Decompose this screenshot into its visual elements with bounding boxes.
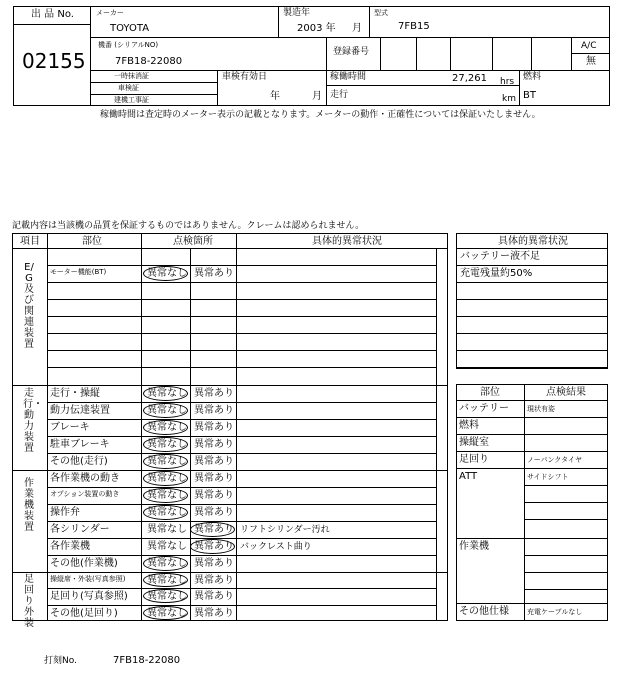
row-ng-text: 異常あり	[194, 422, 234, 433]
result-part-label: ATT	[459, 471, 478, 482]
ok-circle-mark	[143, 437, 188, 452]
serial-value: 7FB18-22080	[115, 56, 183, 67]
row-ok-text: 異常なし	[147, 541, 187, 552]
result-row-line	[456, 417, 608, 418]
ok-circle-mark	[143, 573, 188, 587]
row-part-label: 操作弁	[50, 507, 80, 518]
row-part-label: その他(作業機)	[50, 558, 118, 569]
result-row-line	[456, 538, 608, 539]
row-detail-text: バックレスト曲り	[240, 542, 312, 552]
ok-circle-mark	[143, 606, 188, 620]
model-label: 型式	[374, 9, 388, 17]
right-detail-header: 具体的異常状況	[498, 236, 568, 247]
row-ng-text: 異常あり	[194, 439, 234, 450]
row-part-label: 操縦席・外装(写真参照)	[50, 575, 126, 583]
row-ng-text: 異常あり	[194, 405, 234, 416]
result-part-label: その他仕様	[459, 606, 509, 617]
row-part-label: モーター機能(BT)	[50, 268, 107, 276]
fuel-value: BT	[523, 90, 536, 101]
row-part-label: 動力伝達装置	[50, 405, 110, 416]
row-ng-text: 異常あり	[194, 388, 234, 399]
group-divider	[12, 385, 448, 386]
hours-unit: hrs	[500, 77, 515, 87]
row-line	[47, 316, 436, 317]
result-part-label: 足回り	[459, 454, 489, 465]
result-part-label: 燃料	[459, 420, 479, 431]
row-part-label: 各作業機	[50, 541, 90, 552]
row-line	[47, 504, 436, 505]
lot-no: 02155	[22, 49, 86, 73]
ok-circle-mark	[143, 403, 188, 418]
row-ok-text: 異常なし	[147, 268, 187, 279]
stamp-value: 7FB18-22080	[113, 655, 181, 666]
row-part-label: 駐車ブレーキ	[50, 439, 110, 450]
row-part-label: 走行・操縦	[50, 388, 100, 399]
detail-row-line	[456, 299, 608, 300]
result-value: サイドシフト	[527, 473, 569, 481]
row-ok-text: 異常なし	[147, 607, 187, 619]
year-month-unit: 月	[352, 23, 362, 34]
ok-circle-mark	[143, 266, 188, 281]
result-sub-line	[524, 572, 608, 573]
result-row-line	[456, 468, 608, 469]
row-line	[47, 555, 436, 556]
ng-circle-mark	[190, 539, 235, 554]
row-ok-text: 異常なし	[147, 473, 187, 484]
reg-label: 登録番号	[333, 47, 370, 57]
disclaimer: 記載内容は当該機の品質を保証するものではありません。クレームは認められません。	[12, 221, 365, 231]
ac-value: 無	[586, 56, 596, 67]
col-check-header: 点検箇所	[173, 236, 213, 247]
row-ok-text: 異常なし	[147, 456, 187, 467]
result-row-line	[456, 603, 608, 604]
row-ok-text: 異常なし	[147, 591, 187, 603]
row-line	[47, 436, 436, 437]
row-line	[47, 521, 436, 522]
ok-circle-mark	[143, 556, 188, 571]
row-part-label: その他(足回り)	[50, 607, 118, 619]
row-ng-text: 異常あり	[194, 591, 234, 603]
row-line	[47, 605, 436, 606]
row-ng-text: 異常あり	[194, 607, 234, 619]
row-ok-text: 異常なし	[147, 524, 187, 535]
distance-label: 走行	[330, 90, 349, 100]
group-label: 走行・動力装置	[23, 388, 43, 454]
result-value: ノーパンクタイヤ	[527, 456, 583, 464]
detail-row-line	[456, 282, 608, 283]
row-ng-text: 異常あり	[194, 456, 234, 467]
detail-row-line	[456, 350, 608, 351]
row-ok-text: 異常なし	[147, 575, 187, 586]
year-value: 2003 年	[297, 23, 336, 34]
detail-row-line	[456, 367, 608, 368]
maker-value: TOYOTA	[110, 23, 150, 34]
right-detail-text: バッテリー液不足	[460, 251, 540, 262]
ng-circle-mark	[190, 522, 235, 537]
maker-label: メーカー	[96, 9, 124, 17]
ok-circle-mark	[143, 420, 188, 435]
row-line	[47, 487, 436, 488]
row-ok-text: 異常なし	[147, 558, 187, 569]
fuel-label: 燃料	[523, 72, 542, 82]
row-ng-text: 異常あり	[194, 524, 234, 535]
ok-circle-mark	[143, 386, 188, 401]
inspection-year: 年	[270, 91, 280, 102]
row-line	[47, 265, 436, 266]
group-divider	[12, 470, 448, 471]
row-line	[47, 299, 436, 300]
result-value: 充電ケーブルなし	[527, 608, 583, 616]
serial-label: 機番 (シリアルNO)	[98, 41, 159, 49]
inner-right-line	[436, 248, 437, 621]
result-part-label: 操縦室	[459, 437, 489, 448]
row-ng-text: 異常あり	[194, 575, 234, 586]
col-detail-header: 具体的異常状況	[312, 236, 382, 247]
row-ng-text: 異常あり	[194, 473, 234, 484]
row-line	[47, 453, 436, 454]
row-ok-text: 異常なし	[147, 490, 187, 501]
row-ng-text: 異常あり	[194, 507, 234, 518]
result-part-label: 作業機	[459, 541, 489, 552]
right-detail-text: 充電残量約50%	[460, 268, 533, 279]
row-ng-text: 異常あり	[194, 490, 234, 501]
row-part-label: 各シリンダー	[50, 524, 110, 535]
row-part-label: 各作業機の動き	[50, 473, 120, 484]
row-line	[47, 282, 436, 283]
row-ok-text: 異常なし	[147, 388, 187, 399]
result-sub-line	[524, 519, 608, 520]
group-divider	[12, 572, 448, 573]
row-line	[47, 402, 436, 403]
row-detail-text: リフトシリンダー汚れ	[240, 525, 330, 535]
row-part-label: その他(走行)	[50, 456, 108, 467]
row-ok-text: 異常なし	[147, 507, 187, 518]
lot-no-label: 出 品 No.	[31, 9, 74, 20]
hours-note: 稼働時間は査定時のメーター表示の記載となります。メーターの動作・正確性については保証いたしません。	[100, 110, 541, 120]
result-sub-line	[524, 555, 608, 556]
km-unit: km	[502, 94, 516, 104]
ok-circle-mark	[143, 471, 188, 486]
row-line	[47, 588, 436, 589]
result-value: 現状有姿	[527, 405, 555, 413]
result-row-line	[456, 451, 608, 452]
row-line	[47, 538, 436, 539]
group-label: 足回り外装	[24, 574, 34, 629]
result-sub-line	[524, 485, 608, 486]
stamp-label: 打刻No.	[44, 656, 77, 666]
temp-plate-label: 一時抹消証	[114, 72, 149, 80]
inspection-month: 月	[312, 91, 322, 102]
ok-circle-mark	[143, 505, 188, 520]
row-ok-text: 異常なし	[147, 405, 187, 416]
ok-circle-mark	[143, 488, 188, 503]
detail-row-line	[456, 265, 608, 266]
hours-label: 稼働時間	[330, 72, 367, 82]
inspection-label: 車検有効日	[222, 72, 268, 82]
detail-row-line	[456, 316, 608, 317]
row-line	[47, 350, 436, 351]
row-line	[47, 419, 436, 420]
row-part-label: 足回り(写真参照)	[50, 591, 128, 603]
group-label: 作業機装置	[24, 478, 34, 533]
row-ng-text: 異常あり	[194, 558, 234, 569]
row-line	[47, 367, 436, 368]
result-col-part: 部位	[480, 387, 500, 398]
row-ng-text: 異常あり	[194, 541, 234, 552]
col-part-header: 部位	[82, 236, 102, 247]
hours-value: 27,261	[452, 73, 487, 84]
worksite-cert-label: 建機工事証	[114, 96, 149, 104]
row-part-label: ブレーキ	[50, 422, 90, 433]
result-sub-line	[524, 502, 608, 503]
row-part-label: オプション装置の動き	[50, 490, 120, 498]
col-item-header: 項目	[20, 236, 40, 247]
result-part-label: バッテリー	[459, 403, 509, 414]
result-sub-line	[524, 589, 608, 590]
row-ng-text: 異常あり	[194, 268, 234, 279]
row-line	[47, 333, 436, 334]
model-value: 7FB15	[398, 21, 430, 32]
row-ok-text: 異常なし	[147, 439, 187, 450]
ok-circle-mark	[143, 454, 188, 469]
group-label: E/G及び関連装置	[24, 262, 34, 350]
result-col-result: 点検結果	[546, 387, 586, 398]
year-label: 製造年	[283, 8, 311, 18]
ac-label: A/C	[581, 41, 597, 51]
row-ok-text: 異常なし	[147, 422, 187, 433]
result-row-line	[456, 434, 608, 435]
detail-row-line	[456, 333, 608, 334]
vehicle-cert-label: 車検証	[118, 84, 139, 92]
